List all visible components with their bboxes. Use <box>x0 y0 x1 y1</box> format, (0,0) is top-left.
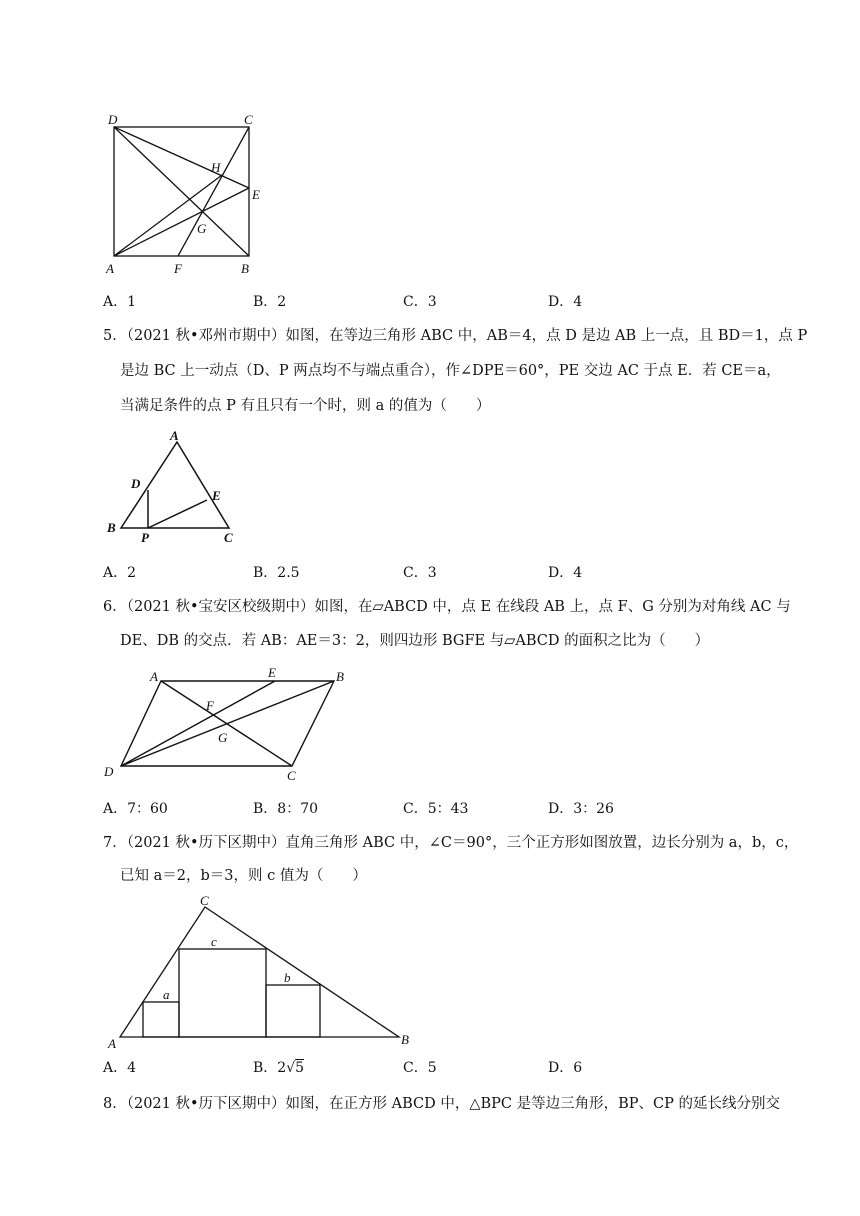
q7-option-b <box>253 1058 304 1078</box>
q6-label-c: C <box>287 768 296 783</box>
q5-label-a: A <box>170 428 179 443</box>
q4-label-g: G <box>197 221 207 236</box>
q6-option-b: B．8：70 <box>253 801 319 817</box>
q4-label-a: A <box>106 261 114 276</box>
q6-label-g: G <box>218 730 228 745</box>
q4-option-a: A．1 <box>103 294 137 310</box>
q7-option-b-prefix: B．2 <box>253 1060 287 1076</box>
q4-label-f: F <box>174 261 182 276</box>
q6-label-f: F <box>206 698 214 713</box>
q7-figure <box>100 890 420 1050</box>
q4-label-d: D <box>108 112 118 127</box>
q5-option-c: C．3 <box>403 565 437 581</box>
q7-triangle-abc <box>120 907 399 1037</box>
q5-text-line-2: 是边 BC 上一动点（D、P 两点均不与端点重合），作∠DPE＝60°，PE 交边 AC 于点 E．若 CE＝a， <box>120 363 781 379</box>
q7-option-b-radicand: 5 <box>295 1060 305 1076</box>
q5-label-c: C <box>224 530 233 545</box>
q4-label-b: B <box>241 261 249 276</box>
q7-label-c-side: c <box>211 934 217 949</box>
q6-label-b: B <box>336 669 344 684</box>
q7-text-line-2: 已知 a＝2，b＝3，则 c 值为（ ） <box>120 868 367 884</box>
q4-option-d: D．4 <box>548 294 583 310</box>
q4-option-b: B．2 <box>253 294 287 310</box>
q7-label-a-vertex: A <box>108 1036 116 1050</box>
q4-line-de <box>114 127 249 188</box>
q5-option-b: B．2.5 <box>253 565 300 581</box>
q7-square-c <box>179 949 266 1037</box>
q4-line-ae <box>114 188 249 256</box>
q7-option-d: D．6 <box>548 1060 583 1076</box>
q4-label-c: C <box>244 112 253 127</box>
q7-square-b <box>266 985 320 1037</box>
q6-text-line-2: DE、DB 的交点．若 AB：AE＝3：2，则四边形 BGFE 与▱ABCD 的面积之比为（ ） <box>120 633 710 649</box>
q6-figure <box>100 663 360 785</box>
q6-segment-de <box>121 681 275 766</box>
q6-option-a: A．7：60 <box>103 801 168 817</box>
q6-option-d: D．3：26 <box>548 801 614 817</box>
q4-option-c: C．3 <box>403 294 437 310</box>
q6-text-line-1: 6．（2021 秋•宝安区校级期中）如图，在▱ABCD 中，点 E 在线段 AB 上，点 F、G 分别为对角线 AC 与 <box>103 599 791 615</box>
q5-figure <box>100 425 250 550</box>
q7-label-b-vertex: B <box>401 1032 409 1047</box>
q6-label-d: D <box>104 764 114 779</box>
q7-label-a-side: a <box>163 987 170 1002</box>
q7-label-b-side: b <box>284 970 291 985</box>
q5-text-line-1: 5．（2021 秋•邓州市期中）如图，在等边三角形 ABC 中，AB＝4，点 D 是边 AB 上一点，且 BD＝1，点 P <box>103 328 808 344</box>
sqrt-icon: √ <box>286 1060 296 1076</box>
q5-text-line-3: 当满足条件的点 P 有且只有一个时，则 a 的值为（ ） <box>120 398 491 414</box>
q6-label-a: A <box>150 669 158 684</box>
q5-label-e: E <box>212 488 221 503</box>
q5-label-p: P <box>141 530 149 545</box>
q6-option-c: C．5：43 <box>403 801 469 817</box>
q4-line-fc <box>178 127 249 256</box>
q5-label-d: D <box>131 476 141 491</box>
q5-segment-pe <box>148 500 207 528</box>
q4-diag-db <box>114 127 249 256</box>
q6-label-e: E <box>268 665 276 680</box>
q4-figure <box>100 108 270 280</box>
q8-text-line-1: 8．（2021 秋•历下区期中）如图，在正方形 ABCD 中，△BPC 是等边三角形，BP、CP 的延长线分别交 <box>103 1096 781 1112</box>
q5-label-b: B <box>107 520 116 535</box>
q7-text-line-1: 7．（2021 秋•历下区期中）直角三角形 ABC 中，∠C＝90°，三个正方形如图放置，边长分别为 a，b，c， <box>103 835 799 851</box>
q6-diag-db <box>121 681 334 766</box>
q4-label-e: E <box>252 187 260 202</box>
q7-option-a: A．4 <box>103 1060 137 1076</box>
q5-option-a: A．2 <box>103 565 137 581</box>
q4-label-h: H <box>211 160 221 175</box>
q7-option-c: C．5 <box>403 1060 437 1076</box>
q7-square-a <box>143 1002 179 1037</box>
q5-option-d: D．4 <box>548 565 583 581</box>
q7-label-c-vertex: C <box>200 893 209 908</box>
